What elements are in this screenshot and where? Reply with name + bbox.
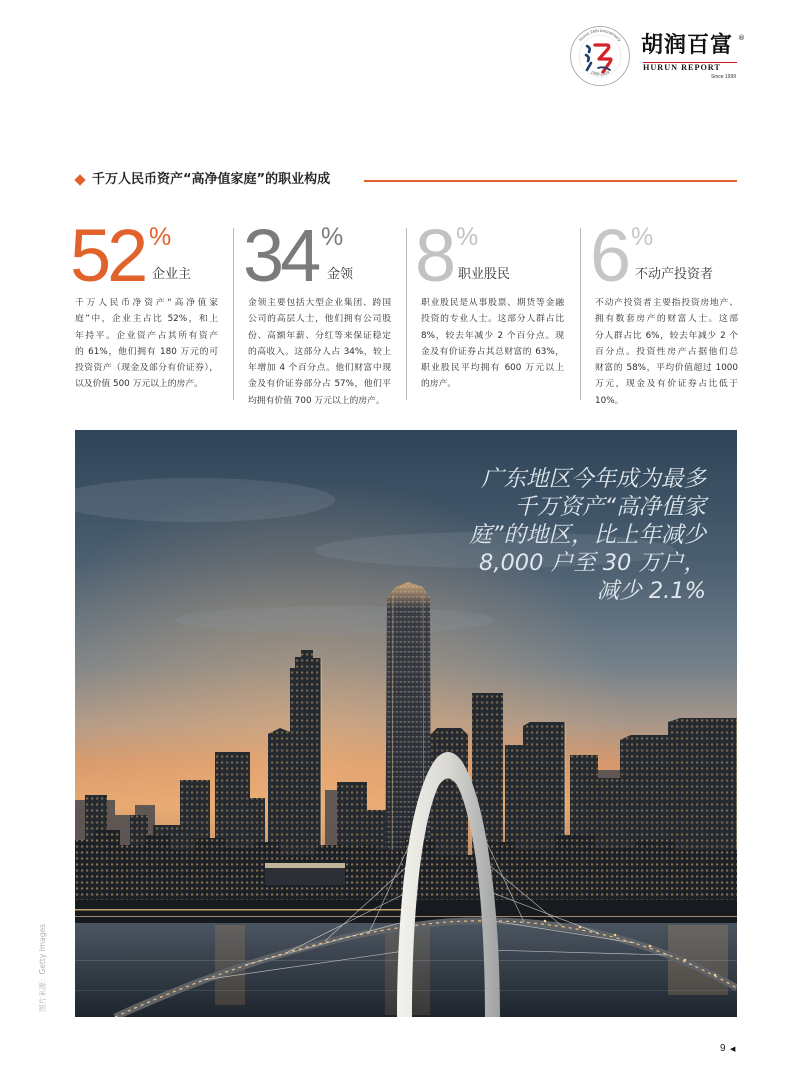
city-skyline-photo <box>75 430 737 1017</box>
stat-value: 8 <box>415 214 453 297</box>
stat-description <box>421 295 564 393</box>
description-line: 的房产。 <box>421 379 457 390</box>
stat-description <box>248 295 391 409</box>
stat-label: 职业股民 <box>458 267 511 282</box>
description-line: 不动产投资者主要指投资房地产、 <box>595 298 738 308</box>
description-line: 财富的 58%，平均价值超过 1000 <box>595 363 738 374</box>
description-line: 公司的高层人士，他们拥有公司股 <box>248 314 391 325</box>
anniversary-emblem-icon <box>568 24 632 88</box>
stat-unit: % <box>149 223 172 251</box>
stat-label: 企业主 <box>152 267 192 282</box>
description-line: 金及有价证券占其总财富的 63%， <box>421 346 564 357</box>
description-line: 分人群占比 6%，较去年减少 2 个 <box>595 330 738 341</box>
photo-caption <box>469 465 706 605</box>
description-line: 百分点。投资性房产占据他们总 <box>595 346 738 357</box>
caption-line: 庭”的地区，比上年减少 <box>469 522 706 548</box>
emblem-bottom-text: 1999-2024 <box>589 69 611 77</box>
column-divider <box>406 228 407 400</box>
stat-description <box>75 295 218 393</box>
stat-label: 不动产投资者 <box>635 267 714 282</box>
page-marker-icon: ◀ <box>730 1045 736 1053</box>
brand-since: Since 1999 <box>711 74 737 80</box>
description-line: 的 61%，他们拥有 180 万元的可 <box>75 346 218 357</box>
description-line: 投资的专业人士。这部分人群占比 <box>421 314 564 325</box>
description-line: 以及价值 500 万元以上的房产。 <box>75 379 203 390</box>
description-line: 的高收入。这部分人占 34%，较上 <box>248 346 391 357</box>
emblem-top-text: Hurun 25th Anniversary <box>577 27 623 43</box>
stat-unit: % <box>321 223 344 251</box>
column-divider <box>233 228 234 400</box>
description-line: 均拥有价值 700 万元以上的房产。 <box>248 395 385 406</box>
stat-description <box>595 295 738 409</box>
page-number: 9 <box>720 1043 726 1054</box>
brand-name-cn: 胡润百富 <box>641 33 734 58</box>
convention-center <box>265 863 345 885</box>
caption-line: 减少 2.1% <box>596 578 706 604</box>
stat-unit: % <box>631 223 654 251</box>
description-line: 10%。 <box>595 395 624 406</box>
brand-name-en: HURUN REPORT <box>643 62 737 73</box>
stat-value: 52 <box>70 214 145 297</box>
stat-value: 6 <box>590 214 628 297</box>
description-line: 8%，较去年减少 2 个百分点。现 <box>421 330 564 341</box>
stat-value: 34 <box>243 214 318 297</box>
caption-line: 8,000 户至 30 万户， <box>479 550 706 576</box>
description-line: 份、高额年薪、分红等来保证稳定 <box>248 330 391 341</box>
description-line: 庭”中，企业主占比 52%，和上 <box>75 314 218 325</box>
description-line: 年增加 4 个百分点。他们财富中现 <box>248 363 391 374</box>
section-rule <box>364 180 737 182</box>
description-line: 年持平。企业资产占其所有资产 <box>75 330 218 341</box>
section-title: 千万人民币资产“高净值家庭”的职业构成 <box>92 172 331 187</box>
caption-line: 千万资产“高净值家 <box>514 494 706 520</box>
description-line: 投资资产（现金及部分有价证券）， <box>75 363 218 374</box>
column-divider <box>580 228 581 400</box>
description-line: 万元，现金及有价证券占比低于 <box>595 379 738 390</box>
description-line: 拥有数套房产的财富人士。这部 <box>595 314 738 325</box>
description-line: 金及有价证券部分占 57%，他们平 <box>248 379 391 390</box>
description-line: 职业股民平均拥有 600 万元以上 <box>421 363 564 374</box>
description-line: 金领主要包括大型企业集团、跨国 <box>248 298 391 308</box>
description-line: 千万人民币净资产“高净值家 <box>75 298 218 308</box>
registered-mark: ® <box>738 34 745 42</box>
caption-line: 广东地区今年成为最多 <box>480 466 706 492</box>
stat-label: 金领 <box>327 267 354 282</box>
photo-credit: 图片来源：Getty Images <box>38 923 47 1012</box>
stat-unit: % <box>456 223 479 251</box>
description-line: 职业股民是从事股票、期货等金融 <box>421 298 564 308</box>
diamond-bullet-icon <box>74 174 85 185</box>
